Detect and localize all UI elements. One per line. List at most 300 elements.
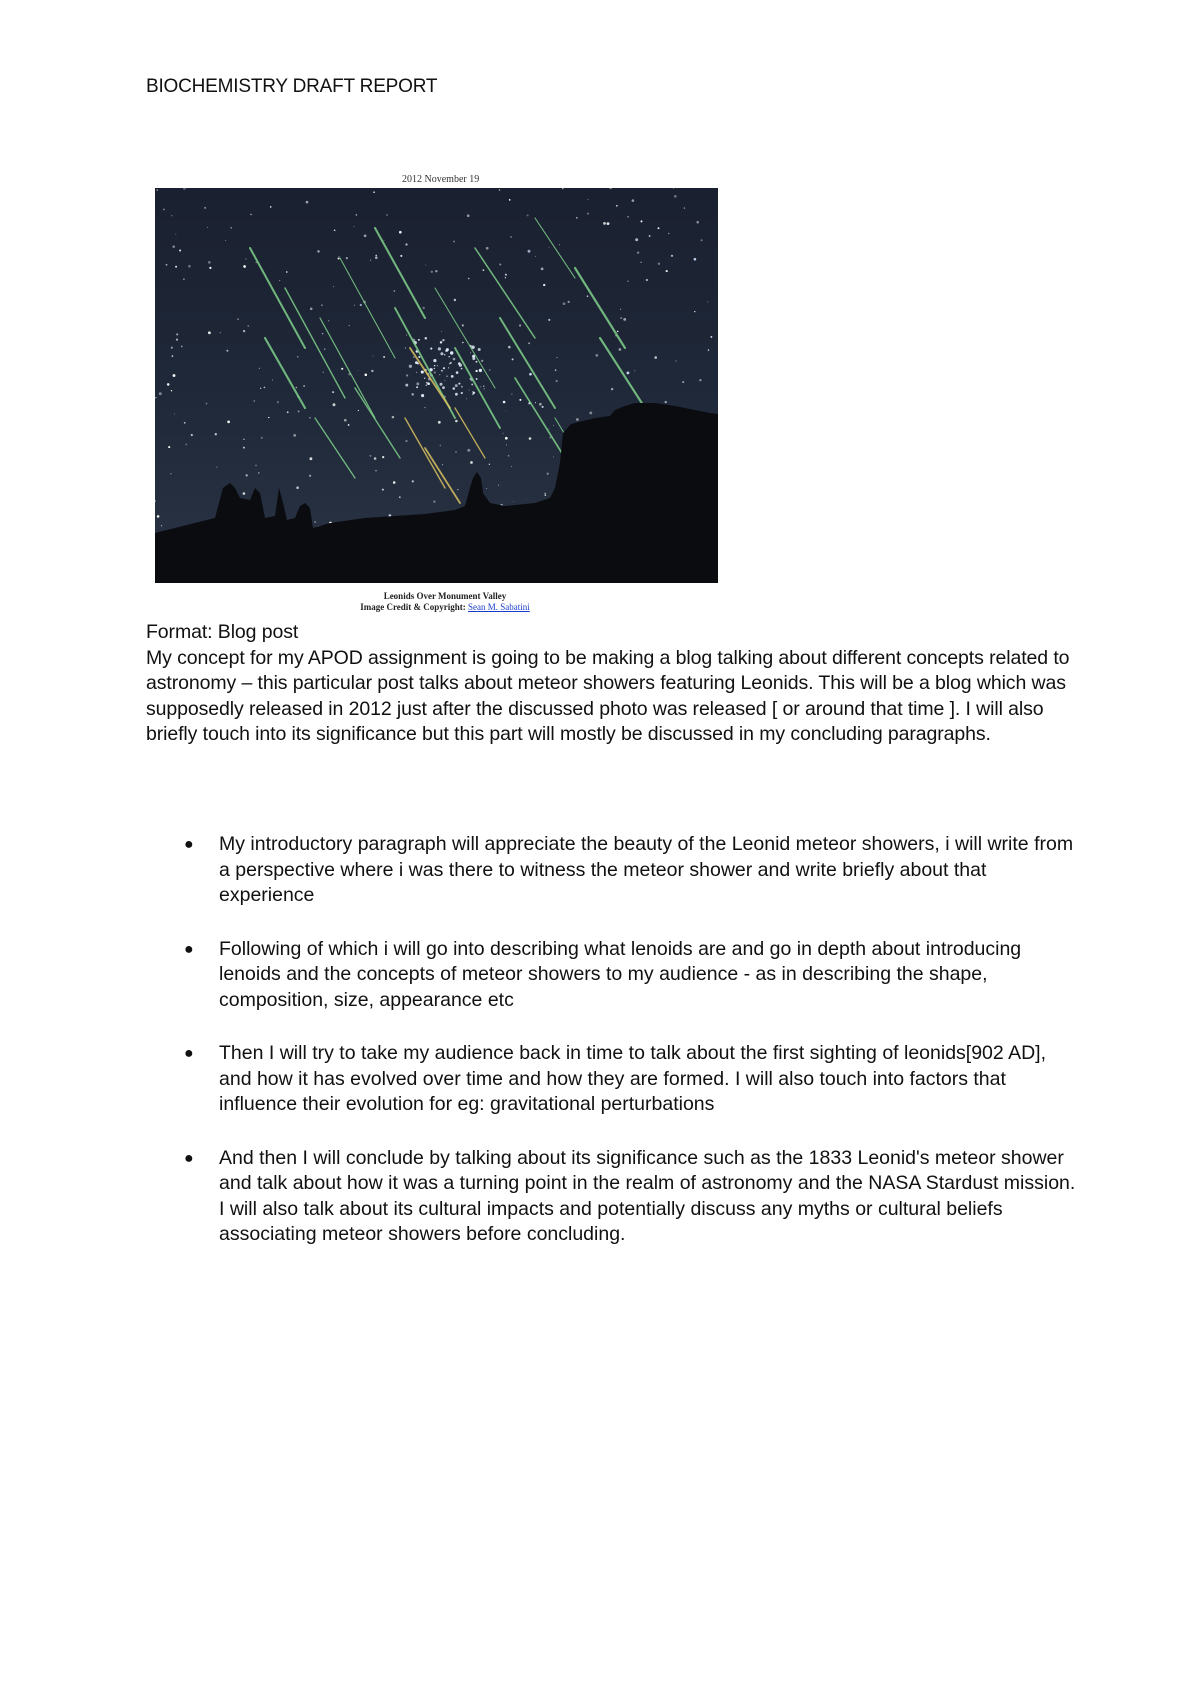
star [476,378,478,380]
star [208,261,211,264]
star [171,347,173,349]
star [353,226,354,227]
star [191,434,193,436]
star [453,358,456,361]
star [508,346,511,349]
bullet-item [146,832,1076,909]
star [176,333,178,335]
star [541,268,544,271]
star [483,386,484,387]
star [334,229,336,231]
star [405,347,406,348]
photo-illustration [155,188,718,583]
star [421,394,424,397]
star [433,359,436,362]
meteor-shower-photo [155,188,718,583]
star [309,417,311,419]
star [369,455,371,457]
star [286,271,288,273]
star [425,337,428,340]
star [279,280,280,281]
star [333,403,336,406]
star [303,385,305,387]
star [393,290,395,292]
star [563,302,566,305]
star [450,351,453,354]
star [513,501,514,502]
star [588,199,589,200]
bullet-text: Then I will try to take my audience back in time to talk about the first sighting of leonids[902 AD], and how it has evolved over time and how they are formed. I will also touch into factors that influence their evolution for eg: gravitational perturbations [219,1042,1047,1115]
star [512,358,514,360]
star [499,189,500,190]
star [323,372,324,373]
star [225,240,226,241]
credit-label: Image Credit & Copyright: [360,602,466,612]
star [453,387,456,390]
star [209,267,211,269]
star [250,214,251,215]
star [671,255,673,257]
star [478,348,481,351]
star [188,265,191,268]
figure-date: 2012 November 19 [402,174,480,185]
star [684,207,685,208]
star [416,382,419,385]
intro-paragraph: My concept for my APOD assignment is going to be making a blog talking about different concepts related to astronomy – this particular post talks about meteor showers featuring Leonids. This will be a blog which was supposedly released in 2012 just after the discussed photo was released [ or around that time ]. I will also briefly touch into its significance but this part will mostly be discussed in my concluding paragraphs. [146,646,1070,745]
star [623,318,626,321]
star [438,421,441,424]
star [386,214,387,215]
star [470,461,473,464]
star [344,419,347,422]
star [206,403,208,405]
star [258,472,260,474]
star [469,390,470,391]
star [595,354,598,357]
star [462,342,464,344]
star [658,263,660,265]
star [682,381,684,383]
star [243,492,246,495]
page-title: BIOCHEMISTRY DRAFT REPORT [146,76,438,97]
star [707,301,708,302]
star [171,390,172,391]
star [528,250,531,253]
star [701,239,703,241]
star [442,386,445,389]
star [461,392,463,394]
star [434,365,436,367]
star [508,455,510,457]
star [418,356,420,358]
bullet-item [146,1146,1076,1248]
star [405,384,408,387]
star [506,444,507,445]
star [668,233,670,235]
star [479,369,482,372]
star [489,369,491,371]
star [418,339,420,341]
star [156,189,158,191]
star [456,371,459,374]
star [462,324,464,326]
star [226,350,228,352]
star [542,406,544,408]
star [475,370,477,372]
star [627,216,628,217]
star [476,361,478,363]
star [439,374,440,375]
star [321,304,323,306]
star [247,325,248,326]
star [375,256,378,259]
star [243,330,245,332]
star [437,365,438,366]
star [171,215,172,216]
star [168,446,170,448]
star [535,402,536,403]
star [243,265,246,268]
star [467,449,470,452]
star [548,429,549,430]
star [370,260,371,261]
star [405,243,407,245]
star [545,494,546,495]
star [510,236,512,238]
star [440,445,442,447]
star [548,247,549,248]
star [272,379,273,380]
star [208,331,211,334]
star [298,410,300,412]
star [557,357,558,358]
star [341,368,343,370]
star [444,354,446,356]
star [354,305,355,306]
star [607,222,610,225]
star [259,368,260,369]
star [589,411,592,414]
star [314,521,315,522]
star [519,399,521,401]
star [339,256,340,257]
star [616,205,618,207]
bullet-dot-icon: ● [184,940,194,958]
star [535,256,536,257]
star [270,206,272,208]
star [674,195,677,198]
star [529,373,532,376]
star [505,277,506,278]
credit-link[interactable]: Sean M. Sabatini [468,602,530,612]
star [430,348,432,350]
star [155,397,156,398]
star [423,307,425,309]
bullet-text: My introductory paragraph will appreciate the beauty of the Leonid meteor showers, i will write from a perspective where i was there to witness the meteor shower and write briefly about that experience [219,833,1074,906]
star [296,387,298,389]
star [440,352,443,355]
star [480,386,481,387]
star [472,355,475,358]
star [611,388,613,390]
bullet-dot-icon: ● [184,836,194,853]
star [461,368,463,370]
star [455,384,458,387]
star [174,413,175,414]
photo-caption [300,591,590,613]
bullet-item [146,1041,1076,1118]
star [444,380,445,381]
star [446,348,449,351]
plan-bullet-list [146,832,1076,1276]
star [641,262,642,263]
star [527,214,529,216]
star [237,318,239,320]
star [227,421,230,424]
star [375,255,377,257]
star [666,270,668,272]
bullet-text: And then I will conclude by talking about its significance such as the 1833 Leonid's meteor shower and talk about how it was a turning point in the realm of astronomy and the NASA Stardust mission. I will also talk about its cultural impacts and potentially discuss any myths or cultural beliefs associating meteor showers before concluding. [219,1146,1076,1245]
star [360,304,362,306]
star [646,279,648,281]
star [382,489,384,491]
star [364,234,367,237]
star [220,332,221,333]
star [455,393,458,396]
star [634,370,635,371]
caption-title: Leonids Over Monument Valley [383,591,507,601]
star [349,325,350,326]
star [568,301,570,303]
star [481,360,483,362]
star [416,362,418,364]
star [243,447,245,449]
star [559,244,560,245]
star [253,400,255,402]
star [435,270,437,272]
star [163,209,165,211]
star [183,278,185,280]
star [654,356,657,359]
star [699,379,701,381]
star [382,456,384,458]
star [412,480,414,482]
star [641,220,643,222]
star [170,473,171,474]
star [603,222,606,225]
star [332,391,334,393]
star [179,249,181,251]
star [505,274,507,276]
star [384,240,385,241]
star [399,231,402,234]
star [245,258,246,259]
star [619,348,622,351]
star [372,356,373,357]
star [215,433,217,435]
star [528,342,530,344]
star [371,370,373,372]
star [358,410,359,411]
star [421,370,424,373]
star [365,374,368,377]
star [442,339,444,341]
star [399,496,401,498]
star [635,238,638,241]
star [455,451,456,452]
star [204,207,206,209]
caption-credit [300,602,590,613]
star [449,363,450,364]
star [416,386,418,388]
star [620,317,621,318]
star [256,262,257,263]
star [255,465,257,467]
star [710,336,712,338]
star [556,380,558,382]
star [328,320,329,321]
star [519,324,521,326]
star [545,493,546,494]
star [161,525,162,526]
bullet-dot-icon: ● [184,1045,194,1062]
star [309,475,311,477]
star [441,331,442,332]
bullet-text: Following of which i will go into describing what lenoids are and go in depth about introducing lenoids and the concepts of meteor showers to my audience - as in describing the shape, composition, size, appearance etc [219,937,1022,1011]
star [467,214,470,217]
star [443,367,445,369]
star [486,488,487,489]
star [293,434,296,437]
star [425,384,427,386]
star [166,264,168,266]
star [440,341,442,343]
star [411,393,413,395]
star [416,372,417,373]
star [696,221,699,224]
star [620,309,621,310]
star [185,444,187,446]
star [587,213,589,215]
star [405,440,407,442]
star [446,375,447,376]
star [261,437,263,439]
star [413,356,415,358]
report-body [146,620,1076,748]
star [433,501,435,503]
star [543,284,545,286]
star [511,466,512,467]
star [457,489,458,490]
star [505,437,508,440]
star [243,438,245,440]
star [431,271,433,273]
star [172,355,174,357]
star [296,486,299,489]
star [708,349,709,350]
star [484,388,485,389]
star [511,394,512,395]
star [373,191,375,193]
star [627,280,628,281]
star [406,374,408,376]
star [529,437,532,440]
star [694,258,697,261]
format-line: Format: Blog post [146,621,299,643]
star [348,424,350,426]
star [483,269,485,271]
star [157,515,160,518]
star [468,278,470,280]
star [576,217,577,218]
star [172,245,174,247]
star [175,234,176,235]
star [317,250,319,252]
star [676,360,677,361]
star [587,295,589,297]
star [175,266,177,268]
star [617,331,619,333]
star [406,335,407,336]
star [176,338,178,340]
star [409,365,412,368]
star [393,481,396,484]
star [159,392,162,395]
star [173,374,176,377]
star [230,227,232,229]
star [268,417,269,418]
star [547,473,549,475]
star [306,201,309,204]
star [461,386,463,388]
star [438,347,441,350]
star [424,407,425,408]
star [356,214,358,216]
star [632,199,635,202]
star [470,352,471,353]
star [346,257,348,259]
bullet-dot-icon: ● [184,1149,194,1167]
star [441,370,443,372]
star [338,257,340,259]
star [448,367,449,368]
star [424,378,425,379]
star [658,227,660,229]
star [649,235,651,237]
star [333,286,334,287]
star [167,383,170,386]
star [626,371,629,374]
star [694,311,695,312]
star [555,369,557,371]
star [184,422,186,424]
star [440,383,443,386]
star [207,227,208,228]
star [246,474,248,476]
star [486,247,489,250]
star [472,391,473,392]
star [216,467,217,468]
star [264,387,266,389]
star [383,356,385,358]
star [665,401,667,403]
star [553,456,554,457]
star [434,371,436,373]
star [181,346,183,348]
star [400,255,402,257]
star [322,333,323,334]
star [448,356,449,357]
